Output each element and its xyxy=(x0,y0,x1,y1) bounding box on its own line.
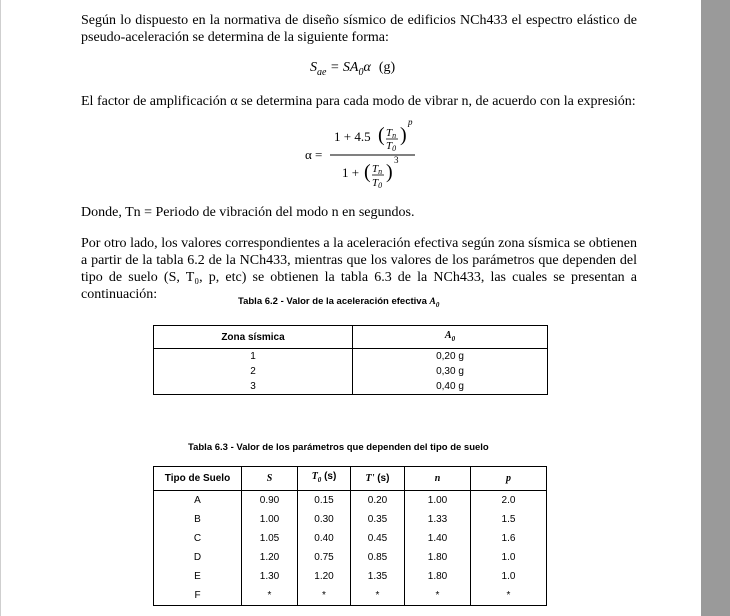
table63-cell: A xyxy=(154,491,242,511)
eq2-num-t0: T0 xyxy=(386,140,397,153)
table63-cell: 1.33 xyxy=(405,510,471,529)
table62-header-a0: $A_0$ xyxy=(353,326,548,349)
table63-cell: D xyxy=(154,548,242,567)
table63-cell: 0.90 xyxy=(242,491,298,511)
table62-caption: Tabla 6.2 - Valor de la aceleración efectiva $A_0$ xyxy=(238,296,440,309)
table63-cell: B xyxy=(154,510,242,529)
table63-header-n: n xyxy=(405,467,471,491)
table-row xyxy=(154,567,547,586)
page-edge xyxy=(0,0,1,616)
table63-cell: 1.05 xyxy=(242,529,298,548)
caption-symbol: $A_0$ xyxy=(429,297,440,309)
table63-cell: * xyxy=(506,590,511,601)
table-row xyxy=(154,349,548,365)
table63-header-t0: $T_0$ (s) xyxy=(298,467,351,491)
table63-cell: F xyxy=(154,586,242,606)
eq2-exp-den: 3 xyxy=(394,155,399,165)
table-row xyxy=(154,586,547,606)
table-6-3 xyxy=(153,466,547,606)
eq2-den-const: 1 + xyxy=(342,165,360,180)
table63-cell: 1.00 xyxy=(405,491,471,511)
table63-header-s: S xyxy=(242,467,298,491)
table62-cell: 1 xyxy=(154,349,353,365)
eq1-alpha: α xyxy=(363,60,371,75)
table63-cell: 1.40 xyxy=(405,529,471,548)
scrollbar[interactable] xyxy=(701,0,730,616)
table63-cell: E xyxy=(154,567,242,586)
table63-header-row xyxy=(154,467,547,491)
table63-cell: 1.80 xyxy=(405,548,471,567)
table-row xyxy=(154,529,547,548)
table63-cell: 0.35 xyxy=(351,510,405,529)
table62-cell: 0,20 g xyxy=(436,351,464,362)
donde-paragraph: Donde, Tn = Periodo de vibración del modo n en segundos. xyxy=(81,205,415,220)
eq2-den-t0: T0 xyxy=(372,177,383,190)
eq2-den-tn: Tn xyxy=(372,163,383,176)
table-row xyxy=(154,379,548,395)
equation-spectrum xyxy=(310,60,395,78)
table63-cell: 1.30 xyxy=(242,567,298,586)
table-row xyxy=(154,510,547,529)
table63-header-tipo: Tipo de Suelo xyxy=(154,467,242,491)
eq1-unit: (g) xyxy=(378,60,396,75)
table62-cell: 0,30 g xyxy=(436,366,464,377)
table63-cell: 0.15 xyxy=(298,491,351,511)
table63-cell: 1.6 xyxy=(501,533,516,544)
table62-header-row xyxy=(154,326,548,349)
table62-cell: 3 xyxy=(154,379,353,395)
table63-cell: 1.0 xyxy=(501,571,516,582)
table63-cell: 0.20 xyxy=(351,491,405,511)
eq2-paren: ( xyxy=(364,161,371,183)
table63-cell: 1.80 xyxy=(405,567,471,586)
table63-cell: 1.0 xyxy=(501,552,516,563)
table63-cell: 0.40 xyxy=(298,529,351,548)
table63-caption: Tabla 6.3 - Valor de los parámetros que dependen del tipo de suelo xyxy=(188,442,489,453)
factor-paragraph: El factor de amplificación α se determina para cada modo de vibrar n, de acuerdo con la expresión: xyxy=(81,94,636,109)
eq1-lhs-sub: ae xyxy=(317,66,327,78)
table63-cell: * xyxy=(351,586,405,606)
table-row xyxy=(154,491,547,511)
table63-cell: 1.5 xyxy=(501,514,516,525)
table63-header-tprime: T' (s) xyxy=(351,467,405,491)
table63-cell: 1.20 xyxy=(242,548,298,567)
table62-cell: 2 xyxy=(154,364,353,379)
table63-header-p: p xyxy=(471,467,547,491)
eq2-num-const: 1 + 4.5 xyxy=(334,129,371,144)
intro-paragraph: Según lo dispuesto en la normativa de diseño sísmico de edificios NCh433 el espectro elástico de pseudo-aceleración se determina de la siguiente forma: xyxy=(81,13,637,45)
table63-cell: * xyxy=(405,586,471,606)
equation-alpha xyxy=(300,117,430,192)
table62-header-zona: Zona sísmica xyxy=(154,326,353,349)
table63-cell: * xyxy=(298,586,351,606)
eq2-exp-num: p xyxy=(408,117,413,127)
table-row xyxy=(154,364,548,379)
eq2-num-tn: Tn xyxy=(386,127,397,140)
table-6-2 xyxy=(153,325,548,395)
table63-cell: 1.00 xyxy=(242,510,298,529)
table63-cell: 1.20 xyxy=(298,567,351,586)
table63-cell: 1.35 xyxy=(351,567,405,586)
table63-cell: 2.0 xyxy=(501,495,516,506)
table63-cell: C xyxy=(154,529,242,548)
table63-cell: 0.45 xyxy=(351,529,405,548)
table63-cell: 0.85 xyxy=(351,548,405,567)
eq1-rhs: = SA xyxy=(329,60,359,75)
table63-cell: 0.75 xyxy=(298,548,351,567)
table63-body xyxy=(154,491,547,606)
eq2-paren: ) xyxy=(400,124,407,146)
eq1-lhs: S xyxy=(310,60,317,75)
eq2-paren: ) xyxy=(386,161,393,183)
eq1-rhs-sub: 0 xyxy=(358,66,364,78)
table-row xyxy=(154,548,547,567)
table62-cell: 0,40 g xyxy=(436,381,464,392)
table63-cell: 0.30 xyxy=(298,510,351,529)
table63-cell: * xyxy=(242,586,298,606)
eq2-paren: ( xyxy=(378,124,385,146)
otro-lado-paragraph: Por otro lado, los valores correspondientes a la aceleración efectiva según zona sísmica se obtienen a partir de la tabla 6.2 de la NCh433, mientras que los valores de los parámetros que dependen del tipo de suelo (S, T₀, p, etc) se obtienen la tabla 6.3 de la NCh433, las cuales se presentan a continuación: xyxy=(81,236,637,302)
eq2-alpha: α = xyxy=(305,147,323,162)
